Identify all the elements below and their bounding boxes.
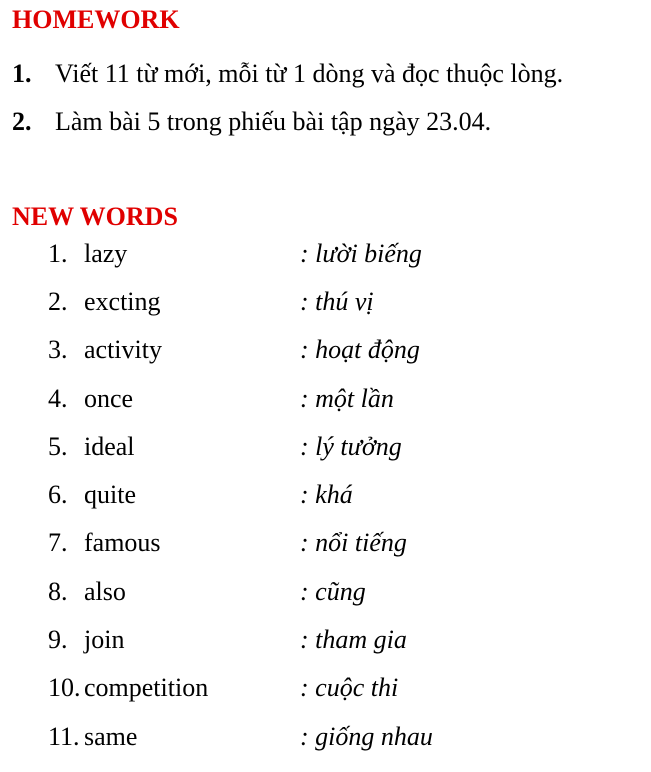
vocabulary-item xyxy=(0,386,651,434)
vocabulary-item xyxy=(0,482,651,530)
vietnamese-meaning: : nổi tiếng xyxy=(300,528,407,557)
item-number: 6. xyxy=(48,480,68,509)
english-word: also xyxy=(84,577,126,606)
item-number: 10. xyxy=(48,673,81,702)
vietnamese-meaning: : khá xyxy=(300,480,353,509)
vocabulary-item xyxy=(0,434,651,482)
task-number: 2. xyxy=(12,107,32,136)
item-number: 3. xyxy=(48,335,68,364)
vocabulary-item xyxy=(0,530,651,578)
english-word: join xyxy=(84,625,125,654)
vocabulary-item xyxy=(0,337,651,385)
english-word: excting xyxy=(84,287,161,316)
english-word: quite xyxy=(84,480,136,509)
vocabulary-item xyxy=(0,627,651,675)
item-number: 4. xyxy=(48,384,68,413)
task-text: Làm bài 5 trong phiếu bài tập ngày 23.04. xyxy=(55,107,492,136)
vietnamese-meaning: : một lần xyxy=(300,384,394,413)
vietnamese-meaning: : cuộc thi xyxy=(300,673,399,702)
english-word: activity xyxy=(84,335,162,364)
vietnamese-meaning: : cũng xyxy=(300,577,366,606)
task-text: Viết 11 từ mới, mỗi từ 1 dòng và đọc thuộc lòng. xyxy=(55,59,564,88)
item-number: 9. xyxy=(48,625,68,654)
item-number: 5. xyxy=(48,432,68,461)
vietnamese-meaning: : giống nhau xyxy=(300,722,433,751)
english-word: same xyxy=(84,722,138,751)
task-number: 1. xyxy=(12,59,32,88)
english-word: once xyxy=(84,384,134,413)
item-number: 7. xyxy=(48,528,68,557)
vocabulary-item xyxy=(0,724,651,772)
vietnamese-meaning: : tham gia xyxy=(300,625,407,654)
item-number: 2. xyxy=(48,287,68,316)
new-words-heading: NEW WORDS xyxy=(12,202,178,231)
vietnamese-meaning: : lười biếng xyxy=(300,239,422,268)
item-number: 11. xyxy=(48,722,80,751)
vietnamese-meaning: : hoạt động xyxy=(300,335,420,364)
vocabulary-item xyxy=(0,289,651,337)
item-number: 1. xyxy=(48,239,68,268)
english-word: lazy xyxy=(84,239,128,268)
vocabulary-item xyxy=(0,241,651,289)
english-word: competition xyxy=(84,673,209,702)
vocabulary-item xyxy=(0,579,651,627)
homework-heading: HOMEWORK xyxy=(12,5,180,34)
vietnamese-meaning: : thú vị xyxy=(300,287,374,316)
item-number: 8. xyxy=(48,577,68,606)
vocabulary-item xyxy=(0,675,651,723)
english-word: ideal xyxy=(84,432,135,461)
vietnamese-meaning: : lý tưởng xyxy=(300,432,402,461)
english-word: famous xyxy=(84,528,161,557)
